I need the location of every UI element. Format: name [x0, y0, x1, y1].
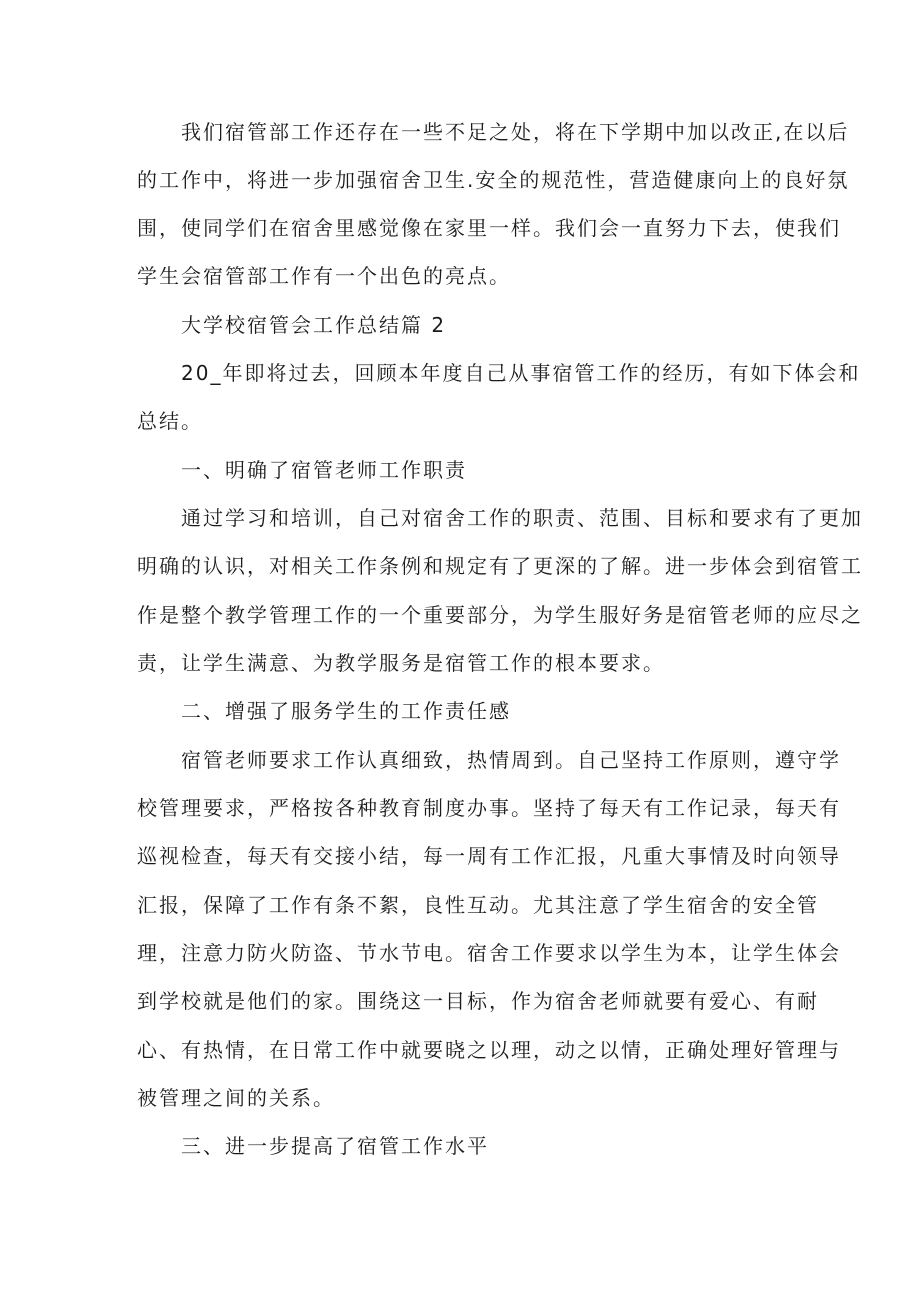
paragraph-line: 责，让学生满意、为教学服务是宿管工作的根本要求。 [137, 651, 665, 675]
section-title: 大学校宿管会工作总结篇 2 [181, 313, 447, 337]
paragraph-line: 理，注意力防火防盗、节水节电。宿舍工作要求以学生为本，让学生体会 [137, 941, 841, 965]
paragraph-line: 宿管老师要求工作认真细致，热情周到。自己坚持工作原则，遵守学 [181, 748, 841, 772]
paragraph-line: 明确的认识，对相关工作条例和规定有了更深的了解。进一步体会到宿管工 [137, 554, 863, 578]
paragraph-line: 巡视检查，每天有交接小结，每一周有工作汇报，凡重大事情及时向领导 [137, 844, 841, 868]
paragraph-line: 汇报，保障了工作有条不絮，良性互动。尤其注意了学生宿舍的安全管 [137, 893, 819, 917]
paragraph-line: 校管理要求，严格按各种教育制度办事。坚持了每天有工作记录，每天有 [137, 796, 841, 820]
section-heading: 三、进一步提高了宿管工作水平 [181, 1134, 489, 1158]
paragraph-line: 学生会宿管部工作有一个出色的亮点。 [137, 264, 511, 288]
paragraph-line: 围，使同学们在宿舍里感觉像在家里一样。我们会一直努力下去，使我们 [137, 216, 841, 240]
section-heading: 一、明确了宿管老师工作职责 [181, 458, 467, 482]
paragraph-line: 心、有热情，在日常工作中就要晓之以理，动之以情，正确处理好管理与 [137, 1038, 841, 1062]
paragraph-line: 到学校就是他们的家。围绕这一目标，作为宿舍老师就要有爱心、有耐 [137, 989, 819, 1013]
paragraph-line: 我们宿管部工作还存在一些不足之处，将在下学期中加以改正,在以后 [181, 120, 850, 144]
section-heading: 二、增强了服务学生的工作责任感 [181, 699, 511, 723]
paragraph-line: 总结。 [137, 409, 203, 433]
paragraph-line: 被管理之间的关系。 [137, 1086, 335, 1110]
paragraph-line: 20_年即将过去，回顾本年度自己从事宿管工作的经历，有如下体会和 [181, 361, 861, 385]
paragraph-line: 作是整个教学管理工作的一个重要部分，为学生服好务是宿管老师的应尽之 [137, 603, 863, 627]
paragraph-line: 通过学习和培训，自己对宿舍工作的职责、范围、目标和要求有了更加 [181, 506, 863, 530]
paragraph-line: 的工作中，将进一步加强宿舍卫生.安全的规范性，营造健康向上的良好氛 [137, 168, 850, 192]
